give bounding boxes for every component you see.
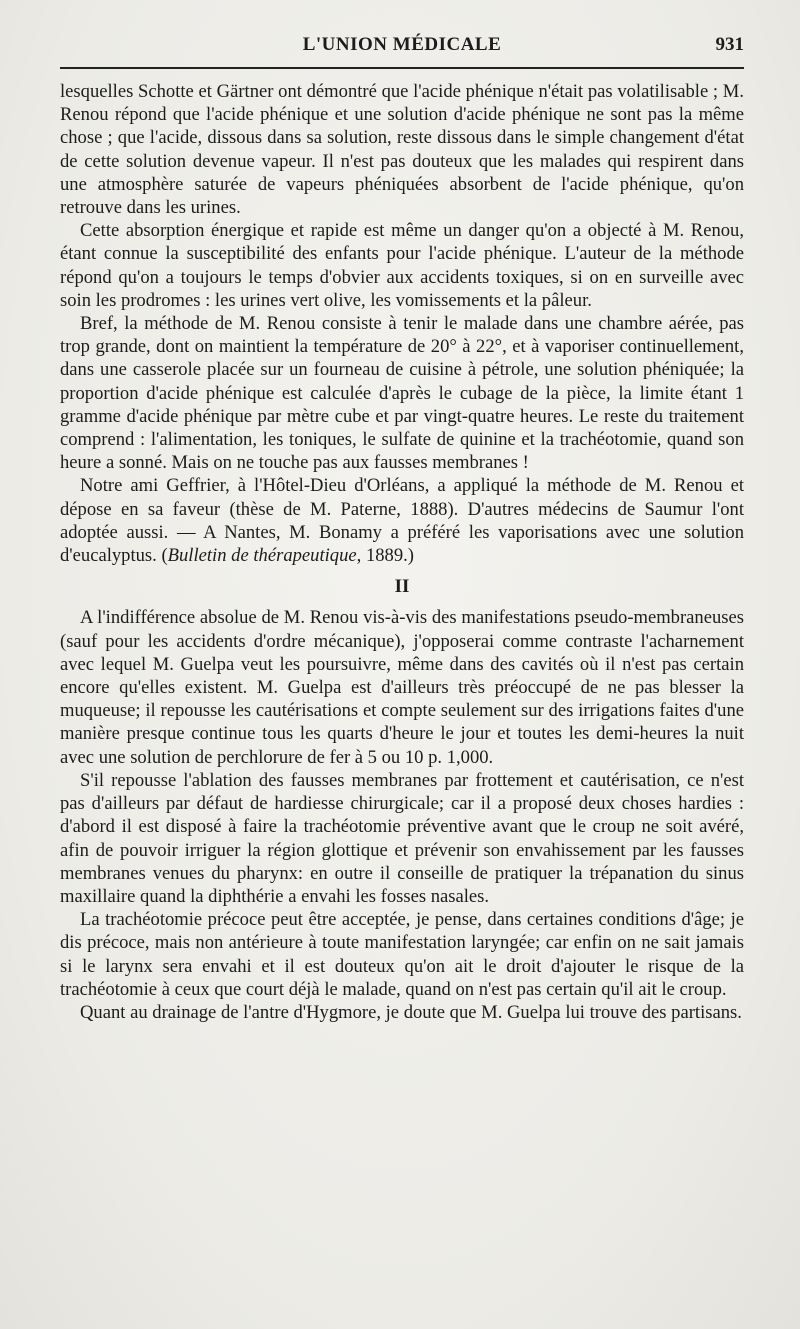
article-body <box>60 80 744 1024</box>
paragraph: Cette absorption énergique et rapide est même un danger qu'on a objecté à M. Renou, étant connue la susceptibilité des enfants pour l'acide phénique. L'auteur de la méthode répond qu'on a toujours le temps d'obvier aux accidents toxiques, si on en surveille avec soin les prodromes : les urines vert olive, les vomissements et la pâleur. <box>60 220 744 311</box>
section-heading: II <box>394 576 410 598</box>
paragraph <box>60 474 744 567</box>
paragraph-text: , 1889.) <box>356 545 414 567</box>
paragraph: A l'indifférence absolue de M. Renou vis-à-vis des manifestations pseudo-membraneuses (sauf pour les accidents d'ordre mécanique), j'opposerai comme contraste l'acharnement avec lequel M. Guelpa veut les poursuivre, même dans des cavités où il n'est pas certain encore qu'elles existent. M. Guelpa est d'ailleurs très préoccupé de ne pas blesser la muqueuse; il repousse les cautérisations et compte seulement sur des irrigations faites d'une manière presque continue tous les quarts d'heure le jour et toutes les demi-heures la nuit avec une solution de perchlorure de fer à 5 ou 10 p. 1,000. <box>60 607 744 768</box>
paragraph: S'il repousse l'ablation des fausses membranes par frottement et cautérisation, ce n'est pas d'ailleurs par défaut de hardiesse chirurgicale; car il a proposé deux choses hardies : d'abord il est disposé à faire la trachéotomie préventive avant que le croup ne soit avéré, afin de pouvoir irriguer la région glottique et prévenir son envahissement par les fausses membranes venues du pharynx: en outre il conseille de pratiquer la trépanation du sinus maxillaire quand la diphthérie a envahi les fosses nasales. <box>60 769 744 907</box>
running-header <box>60 34 744 64</box>
paragraph: La trachéotomie précoce peut être acceptée, je pense, dans certaines conditions d'âge; je dis précoce, mais non antérieure à toute manifestation laryngée; car enfin on ne sait jamais si le larynx sera envahi et il est douteux qu'on ait le droit d'ajouter le risque de la trachéotomie à ceux que court déjà le malade, quand on n'est pas certain qu'il ait le croup. <box>60 909 744 1000</box>
paragraph: Quant au drainage de l'antre d'Hygmore, je doute que M. Guelpa lui trouve des partisans. <box>80 1001 742 1023</box>
paragraph-text: Notre ami Geffrier, à l'Hôtel-Dieu d'Orléans, a appliqué la méthode de M. Renou et dépose en sa faveur (thèse de M. Paterne, 1888). D'autres médecins de Saumur l'ont adoptée aussi. — A Nantes, M. Bonamy a préféré les vaporisations avec une solution d'eucalyptus. ( <box>60 475 744 567</box>
citation-title: Bulletin de thérapeutique <box>167 545 357 567</box>
page-number: 931 <box>715 34 744 55</box>
journal-title: L'UNION MÉDICALE <box>302 34 502 55</box>
paragraph: lesquelles Schotte et Gärtner ont démontré que l'acide phénique n'était pas volatilisable ; M. Renou répond que l'acide phénique et une solution d'acide phénique ne sont pas la même chose ; que l'acide, dissous dans sa solution, reste dissous dans le simple changement d'état de cette solution devenue vapeur. Il n'est pas douteux que les malades qui respirent dans une atmosphère saturée de vapeurs phéniquées absorbent de l'acide phénique, qu'on retrouve dans les urines. <box>60 81 744 219</box>
header-rule <box>60 67 744 69</box>
paragraph: Bref, la méthode de M. Renou consiste à tenir le malade dans une chambre aérée, pas trop grande, dont on maintient la température de 20° à 22°, et à vaporiser continuellement, dans une casserole placée sur un fourneau de cuisine à pétrole, une solution phéniquée; la proportion d'acide phénique est calculée d'après le cubage de la pièce, la limite étant 1 gramme d'acide phénique par mètre cube et par vingt-quatre heures. Le reste du traitement comprend : l'alimentation, les toniques, le sulfate de quinine et la trachéotomie, quand son heure a sonné. Mais on ne touche pas aux fausses membranes ! <box>60 313 744 474</box>
